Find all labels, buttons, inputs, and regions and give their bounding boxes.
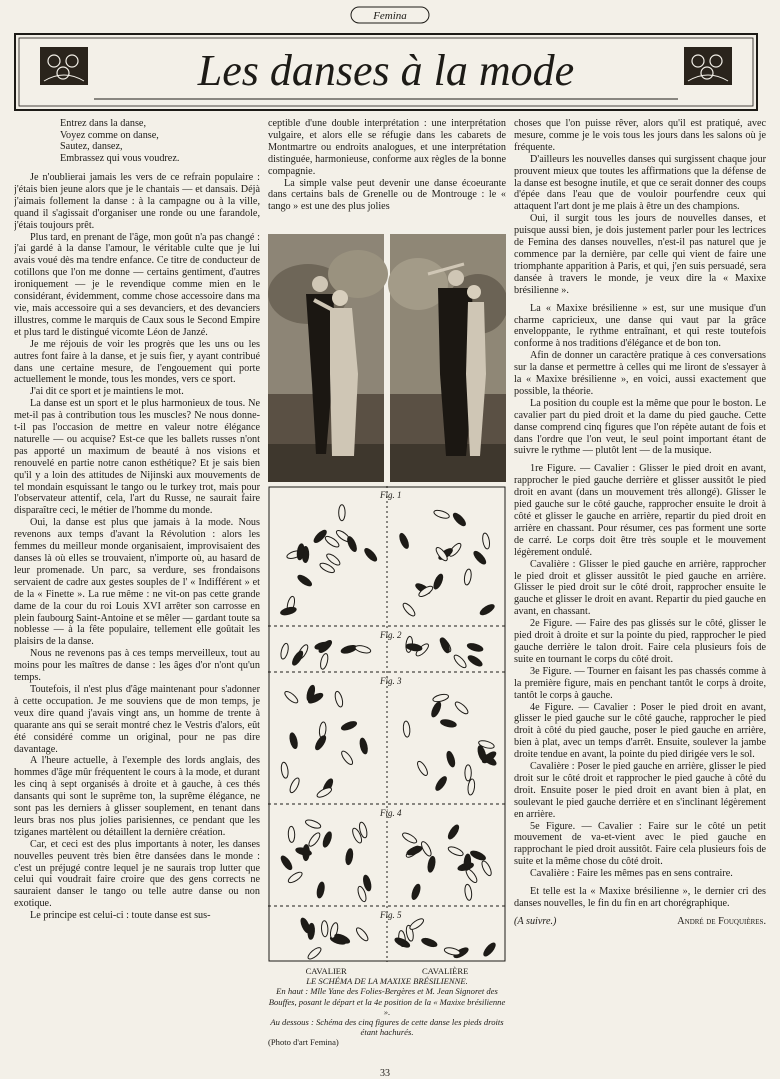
column-middle — [268, 118, 506, 230]
left-foot-print — [304, 818, 321, 829]
right-foot-print — [289, 732, 299, 749]
left-foot-print — [454, 700, 470, 715]
right-foot-print — [398, 532, 410, 549]
left-foot-print — [307, 831, 322, 848]
left-foot-print — [287, 870, 304, 884]
paragraph: Et telle est la « Maxixe brésilienne », le dernier cri des danses nouvelles, le fin du fin en art chorégraphique. — [514, 886, 766, 909]
paragraph: 3e Figure. — Tourner en faisant les pas chassés comme à la première figure, mais en penchant tantôt le corps à droite, tantôt le corps à gauche. — [514, 665, 766, 701]
paragraph: Oui, la danse est plus que jamais à la mode. Nous revenons aux temps d'avant la Révolution : alors les femmes du meilleur monde organisaient, improvisaient des danses là où elles se trouvaient, n'importe où, au hasard de leur promenade. Un parc, sa verdure, ses frondaisons servaient de cadre aux gestes souples de l' « Indifférent » et de la « Finette ». La rue même : ne vit-on pas cette grande dame de la cour du roi Louis XVI arrêter son carrosse en plein faubourg Saint-Antoine et se mêler — gardant toute sa noblesse — à la fête populaire, tellement elle goûtait les plaisirs de la danse. — [14, 517, 260, 648]
left-foot-print — [464, 884, 473, 901]
masthead — [350, 4, 430, 26]
right-foot-print — [467, 642, 484, 653]
left-foot-print — [416, 760, 430, 777]
figure-label: Fig. 1 — [380, 490, 402, 500]
left-foot-print — [306, 946, 322, 961]
left-foot-print — [339, 505, 345, 521]
column-right — [514, 118, 766, 1066]
caption-top: En haut : Mlle Yane des Folies-Bergères et M. Jean Signoret des Bouffes, posant le départ et la 4e position de la « Maxixe brésilienne ». — [268, 986, 506, 1017]
verse-line: Entrez dans la danse, — [60, 118, 146, 129]
paragraph: 1re Figure. — Cavalier : Glisser le pied droit en avant, rapprocher le pied gauche derrière et glisser aussitôt le pied droit en avant (dans un mouvement très allongé). Glisser le pied gauche sur le côté gauche, rapprocher ensuite le droit à côté et glisser le gauche en arrière, repartir du pied droit en arrière en chassant. Pour résumer, ces pas forment une sorte de carré. Le corps doit être très souple et le mouvement légèrement ondulé. — [514, 463, 766, 558]
right-foot-print — [346, 535, 358, 552]
paragraph: 2e Figure. — Faire des pas glissés sur le côté, glisser le pied droit à droite et sur la pointe du pied, rapprocher le pied gauche derrière le talon droit. Faire cela plusieurs fois de suite en tournant le corps du côté droit. — [514, 618, 766, 665]
figure-caption — [268, 966, 506, 1056]
paragraph: Je n'oublierai jamais les vers de ce refrain populaire : j'étais bien jeune alors que je le chantais — et dansais. Déjà j'aimais follement la danse : à la campagne ou à la ville, quand il s'agissait d'organiser une ronde ou une farandole, j'étais toujours prêt. — [14, 172, 260, 231]
right-foot-print — [469, 849, 486, 861]
left-foot-print — [319, 653, 329, 670]
left-foot-print — [280, 762, 289, 779]
left-foot-print — [401, 831, 418, 845]
right-foot-print — [445, 751, 456, 768]
paragraph: 4e Figure. — Cavalier : Poser le pied droit en avant, glisser le pied gauche sur le côté gauche, rapprocher le pied droit à côté du pied gauche, poser le pied gauche en arrière, bien à plat, avec un temps d'arrêt. Ensuite, soulever la jambe droite tendue en avant, la pointe du pied dirigée vers le sol. — [514, 701, 766, 761]
right-foot-print — [296, 573, 313, 587]
left-foot-print — [283, 690, 299, 705]
photo-fourth-position — [388, 234, 506, 482]
left-foot-print — [334, 691, 344, 708]
verse-line: Sautez, dansez, — [60, 141, 123, 152]
paragraph: Le principe est celui-ci : toute danse est sus- — [30, 910, 211, 922]
paragraph: D'ailleurs les nouvelles danses qui surgissent chaque jour prouvent mieux que toutes les affirmations que la défense de la danse est besogne inutile, et que ce serait donner des coups d'épée dans l'eau que de vouloir pourfendre ceux qui attaquent l'art dont je me plais à être un des champions. — [514, 153, 766, 213]
left-foot-print — [340, 749, 355, 766]
left-foot-print — [465, 765, 471, 781]
right-foot-print — [280, 606, 297, 616]
left-foot-print — [482, 533, 491, 550]
right-foot-print — [467, 654, 484, 668]
left-foot-print — [354, 644, 371, 654]
paragraph: La position du couple est la même que pour le boston. Le cavalier part du pied droit et la dame du pied gauche. Cette danse comprend cinq figures que l'on répète autant de fois et dans l'ordre que l'on veut, le seul point important étant de suivre le rythme — plutôt lent — de la musique. — [514, 397, 766, 457]
verse — [14, 118, 260, 164]
left-foot-print — [480, 860, 493, 877]
paragraph: J'ai dit ce sport et je maintiens le mot. — [30, 386, 184, 398]
right-foot-print — [432, 573, 444, 590]
right-foot-print — [340, 644, 357, 655]
left-foot-print — [288, 777, 301, 794]
left-foot-print — [280, 643, 290, 660]
paragraph: Cavalière : Faire les mêmes pas en sens contraire. — [530, 868, 733, 880]
left-foot-print — [444, 946, 461, 956]
right-foot-print — [410, 883, 421, 900]
left-foot-print — [401, 602, 416, 618]
right-foot-print — [430, 701, 443, 718]
paragraph: La danse est un sport et le plus harmonieux de tous. Ne met-il pas à contribution tous les muscles? Ne nous donne-t-il pas l'occasion de mettre en valeur notre élégance naturelle — ou acquise? Est-ce que les ballets russes n'ont pas apporté un maximum de beauté à nos visions et renouvelé en partie notre canon esthétique? Et je sais bien qu'il y a loin des attitudes de Nijinski aux mouvements de tel mondain esquissant le tango ou le turkey trot, mais pour l'observateur attentif, cela, l'art du Russe, ne saurait faire disparaître ceci, le métier de l'homme du monde. — [14, 398, 260, 517]
right-foot-print — [279, 854, 293, 871]
right-foot-print — [440, 718, 457, 728]
left-foot-print — [447, 845, 464, 857]
to-be-continued: (A suivre.) — [514, 915, 557, 927]
left-foot-print — [408, 917, 425, 931]
caption-title: LE SCHÉMA DE LA MAXIXE BRÉSILIENNE. — [306, 976, 468, 987]
rose-ornament-left — [40, 47, 88, 85]
paragraph: Car, et ceci est des plus importants à noter, les danses nouvelles peuvent très bien être dansées dans le monde : c'est un préjugé contre lequel je ne saurais trop lutter que celui qui voudrait faire croire que des gens corrects ne sauraient danser le tango ou telle autre danse ou non exotique. — [14, 838, 260, 910]
photo-start-position — [268, 234, 388, 482]
left-foot-print — [355, 926, 370, 942]
paragraph: La simple valse peut devenir une danse écoeurante dans certains bals de Grenelle ou de Montrouge : le « tango » est une des plus jolies — [268, 177, 506, 213]
caption-label-right: CAVALIÈRE — [421, 966, 469, 976]
right-foot-print — [472, 550, 487, 566]
page-number: 33 — [380, 1068, 390, 1079]
right-foot-print — [479, 603, 496, 617]
figure-label: Fig. 3 — [380, 676, 402, 686]
verse-line: Embrassez qui vous voudrez. — [60, 152, 180, 164]
figure-label: Fig. 5 — [380, 910, 402, 920]
dancer-photos — [268, 234, 506, 486]
left-foot-print — [452, 653, 468, 669]
column-left — [14, 118, 260, 1066]
right-foot-print — [322, 831, 333, 848]
figure-label: Fig. 4 — [380, 808, 402, 818]
right-foot-print — [446, 824, 460, 841]
left-foot-print — [288, 826, 295, 842]
left-foot-print — [433, 509, 450, 520]
right-foot-print — [427, 856, 436, 873]
page-title: Les danses à la mode — [197, 46, 575, 95]
verse-line: Voyez comme on danse, — [60, 129, 159, 141]
author-signature: André de Fouquières. — [677, 915, 766, 927]
right-foot-print — [359, 737, 369, 754]
signature-line — [514, 916, 766, 928]
title-banner — [14, 33, 758, 111]
caption-label-left: CAVALIER — [305, 966, 347, 976]
paragraph: 5e Figure. — Cavalier : Faire sur le côté un petit mouvement de va-et-vient avec le pied gauche en rapprochant le pied droit aussitôt. Faire cela plusieurs fois de suite et la même chose du côté droit. — [514, 820, 766, 868]
maxixe-step-diagram — [268, 486, 506, 962]
paragraph: choses que l'on puisse rêver, alors qu'il est pratiqué, avec mesure, comme je le vois tous les jours dans les salons où je fréquente. — [514, 118, 766, 153]
paragraph: A l'heure actuelle, à l'exemple des lords anglais, des hommes d'âge mûr fréquentent le cours à la mode, et durant les cinq à sept organisés à droite et à gauche, à ces thés dansants qui sont le suprême ton, la suprême élégance, ne sont pas les derniers à glisser souplement, en tenant dans leurs bras nos plus jolies parisiennes, ce pendant que les tziganes martèlent ou détaillent la dernière création. — [14, 755, 260, 838]
figure-label: Fig. 2 — [380, 630, 402, 640]
right-foot-print — [482, 941, 497, 957]
paragraph: Afin de donner un caractère pratique à ces conversations sur la danse et permettre à celles qui me liront de s'essayer à la « Maxixe brésilienne », en voici, aussi exactement que possible, la théorie. — [514, 350, 766, 397]
paragraph: Cavalière : Glisser le pied gauche en arrière, rapprocher le pied droit et glisser aussitôt le pied gauche en arrière. Glisser le pied droit sur le côté droit, rapprocher ensuite le gauche et glisser le droit en avant. Repartir du pied gauche en avant, en chassant. — [514, 558, 766, 618]
paragraph: Je me réjouis de voir les progrès que les uns ou les autres font faire à la danse, et je suis fier, y ayant contribué dans une certaine mesure, de l'engouement qui porte actuellement le monde, tous les mondes, vers ce sport. — [14, 338, 260, 386]
paragraph: Nous ne revenons pas à ces temps merveilleux, tout au moins pour les maîtres de danse : les âges d'or n'ont qu'un temps. — [14, 648, 260, 684]
right-foot-print — [363, 547, 379, 563]
left-foot-print — [321, 921, 328, 937]
caption-bottom: Au dessous : Schéma des cinq figures de cette danse les pieds droits étant hachurés. — [270, 1017, 504, 1038]
rose-ornament-right — [684, 47, 732, 85]
right-foot-print — [295, 846, 312, 856]
paragraph: Toutefois, il n'est plus d'âge maintenant pour s'adonner à cette occupation. Je me souviens que de mon temps, je veux dire quand j'avais vingt ans, un homme de trente à quarante ans qui se serait montré chez le Vestris d'alors, eût été considéré comme un original, pour ne pas dire davantage. — [14, 683, 260, 755]
paragraph: Plus tard, en prenant de l'âge, mon goût n'a pas changé : j'ai gardé à la danse l'amour, le véritable culte que je lui avais voué dès ma tendre enfance. Ce titre de conducteur de cotillons que l'on me donne — certains gentiment, d'autres ironiquement — je le revendique comme mien en le considérant, évidemment, comme chose accessoire dans ma vie, mais accessoire qui a ses devanciers, et des devanciers illustres, comme le marquis de Caux sous le Second Empire et plus tard le distingué vicomte Léon de Janzé. — [14, 231, 260, 338]
right-foot-print — [316, 882, 325, 899]
paragraph: La « Maxixe brésilienne » est, sur une musique d'un charme capricieux, une danse qui vaut par la grâce enveloppante, le rythme entraînant, et qui reste toutefois conforme à nos traditions d'élégance et de bon ton. — [514, 302, 766, 350]
right-foot-print — [452, 512, 468, 528]
photo-credit: (Photo d'art Femina) — [268, 1037, 339, 1048]
masthead-text: Femina — [373, 10, 407, 22]
paragraph: Cavalière : Poser le pied gauche en arrière, glisser le pied droit sur le côté droit et rapprocher le pied gauche à côté du droit. Ensuite poser le pied droit en avant bien à plat, en soulevant le pied gauche derrière et en s'inclinant légèrement en arrière. — [514, 761, 766, 820]
right-foot-print — [340, 720, 357, 732]
right-foot-print — [434, 775, 448, 792]
left-foot-print — [403, 721, 411, 737]
right-foot-print — [345, 848, 354, 865]
left-foot-print — [463, 569, 472, 586]
paragraph: ceptible d'une double interprétation : une interprétation vulgaire, et alors elle se réfugie dans les cabarets de Montmartre ou endroits analogues, et une interprétation distinguée, harmonieuse, conforme aux règles de la bonne compagnie. — [268, 118, 506, 177]
right-foot-print — [421, 937, 438, 948]
left-foot-print — [324, 534, 341, 548]
left-foot-print — [432, 693, 449, 703]
paragraph: Oui, il surgit tous les jours de nouvelles danses, et puisque aussi bien, je dois justement parler pour les lectrices de Femina des danses nouvelles, n'est-il pas naturel que je commence par la dernière, par celle qui vient de faire une triomphante apparition à Paris, et qui, j'en suis persuadé, sera dansée à travers le monde, je veux dire la « Maxixe brésilienne ». — [514, 213, 766, 296]
